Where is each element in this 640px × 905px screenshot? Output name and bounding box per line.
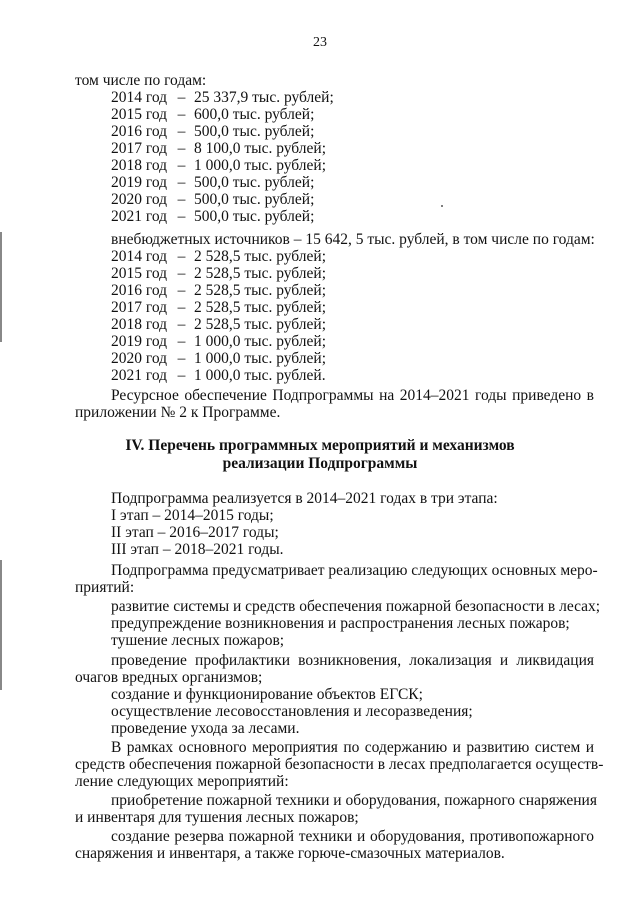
year-label: 2020 год	[111, 350, 168, 367]
activity-item: создание и функционирование объектов ЕГСК;	[111, 686, 423, 703]
dash: –	[177, 89, 186, 106]
dash: –	[177, 316, 186, 333]
measure-item: приобретение пожарной техники и оборудования, пожарного снаряжения	[111, 792, 597, 809]
page-number: 23	[313, 35, 327, 50]
amount: 2 528,5 тыс. рублей;	[194, 299, 326, 316]
activity-item: развитие системы и средств обеспечения пожарной безопасности в лесах;	[111, 598, 601, 615]
amount: 2 528,5 тыс. рублей;	[194, 248, 326, 265]
list-item	[111, 299, 326, 316]
amount: 600,0 тыс. рублей;	[194, 106, 315, 123]
activities-intro-line2: приятий:	[75, 579, 135, 596]
list-item	[111, 89, 334, 106]
section-heading-line2: реализации Подпрограммы	[222, 455, 418, 472]
stages-intro: Подпрограмма реализуется в 2014–2021 годах в три этапа:	[111, 490, 498, 507]
stage-item: I этап – 2014–2015 годы;	[111, 507, 274, 524]
list-item	[111, 123, 314, 140]
dash: –	[177, 106, 186, 123]
resource-paragraph-line2: приложении № 2 к Программе.	[75, 404, 281, 421]
dash: –	[177, 208, 186, 225]
list-item	[111, 191, 314, 208]
dash: –	[177, 140, 186, 157]
dash: –	[177, 367, 186, 384]
stage-item: III этап – 2018–2021 годы.	[111, 541, 284, 558]
measure-item: создание резерва пожарной техники и оборудования, противопожарного	[111, 828, 594, 845]
activity-item-continuation: очагов вредных организмов;	[75, 669, 263, 686]
list-item	[111, 333, 326, 350]
activity-item: проведение ухода за лесами.	[111, 720, 300, 737]
activity-item: проведение профилактики возникновения, локализация и ликвидация	[111, 652, 594, 669]
left-margin-scan-mark	[0, 560, 2, 690]
measure-item-continuation: и инвентаря для тушения лесных пожаров;	[75, 809, 359, 826]
year-label: 2018 год	[111, 316, 168, 333]
year-label: 2017 год	[111, 299, 168, 316]
framework-paragraph-line1: В рамках основного мероприятия по содержанию и развитию систем и	[111, 739, 594, 756]
stage-item: II этап – 2016–2017 годы;	[111, 524, 279, 541]
amount: 500,0 тыс. рублей;	[194, 191, 315, 208]
year-label: 2016 год	[111, 123, 168, 140]
amount: 500,0 тыс. рублей;	[194, 123, 315, 140]
dash: –	[177, 350, 186, 367]
list-item	[111, 208, 314, 225]
amount: 25 337,9 тыс. рублей;	[194, 89, 334, 106]
list-item	[111, 248, 326, 265]
intro-line: том числе по годам:	[75, 72, 207, 89]
amount: 2 528,5 тыс. рублей;	[194, 265, 326, 282]
amount: 2 528,5 тыс. рублей;	[194, 316, 326, 333]
dash: –	[177, 191, 186, 208]
left-margin-scan-mark	[0, 232, 2, 342]
extrabudget-line: внебюджетных источников – 15 642, 5 тыс. рублей, в том числе по годам:	[111, 231, 595, 248]
dash: –	[177, 299, 186, 316]
amount: 1 000,0 тыс. рублей;	[194, 333, 326, 350]
section-heading-line1: IV. Перечень программных мероприятий и механизмов	[125, 437, 515, 454]
amount: 1 000,0 тыс. рублей;	[194, 350, 326, 367]
list-item	[111, 282, 326, 299]
dash: –	[177, 157, 186, 174]
resource-paragraph-line1: Ресурсное обеспечение Подпрограммы на 2014–2021 годы приведено в	[111, 387, 594, 404]
year-label: 2016 год	[111, 282, 168, 299]
dash: –	[177, 248, 186, 265]
activity-item: осуществление лесовосстановления и лесоразведения;	[111, 703, 473, 720]
amount: 500,0 тыс. рублей;	[194, 208, 315, 225]
year-label: 2019 год	[111, 333, 168, 350]
year-label: 2015 год	[111, 106, 168, 123]
list-item	[111, 265, 326, 282]
amount: 1 000,0 тыс. рублей.	[194, 367, 326, 384]
amount: 2 528,5 тыс. рублей;	[194, 282, 326, 299]
year-label: 2021 год	[111, 208, 168, 225]
list-item	[111, 350, 326, 367]
year-label: 2018 год	[111, 157, 168, 174]
year-label: 2014 год	[111, 248, 168, 265]
activity-item: предупреждение возникновения и распространения лесных пожаров;	[111, 615, 570, 632]
scan-speck	[441, 205, 443, 207]
dash: –	[177, 333, 186, 350]
list-item	[111, 367, 326, 384]
measure-item-continuation: снаряжения и инвентаря, а также горюче-смазочных материалов.	[75, 845, 505, 862]
year-label: 2020 год	[111, 191, 168, 208]
list-item	[111, 316, 326, 333]
year-label: 2021 год	[111, 367, 168, 384]
activities-intro-line1: Подпрограмма предусматривает реализацию следующих основных меро-	[111, 562, 598, 579]
year-label: 2015 год	[111, 265, 168, 282]
year-label: 2017 год	[111, 140, 168, 157]
dash: –	[177, 123, 186, 140]
activity-item: тушение лесных пожаров;	[111, 632, 285, 649]
list-item	[111, 174, 314, 191]
framework-paragraph-line2: средств обеспечения пожарной безопасности в лесах предполагается осуществ-	[75, 756, 604, 773]
amount: 500,0 тыс. рублей;	[194, 174, 315, 191]
year-label: 2014 год	[111, 89, 168, 106]
list-item	[111, 140, 326, 157]
dash: –	[177, 265, 186, 282]
amount: 1 000,0 тыс. рублей;	[194, 157, 326, 174]
dash: –	[177, 282, 186, 299]
dash: –	[177, 174, 186, 191]
year-label: 2019 год	[111, 174, 168, 191]
framework-paragraph-line3: ление следующих мероприятий:	[75, 773, 289, 790]
list-item	[111, 106, 314, 123]
amount: 8 100,0 тыс. рублей;	[194, 140, 326, 157]
list-item	[111, 157, 326, 174]
